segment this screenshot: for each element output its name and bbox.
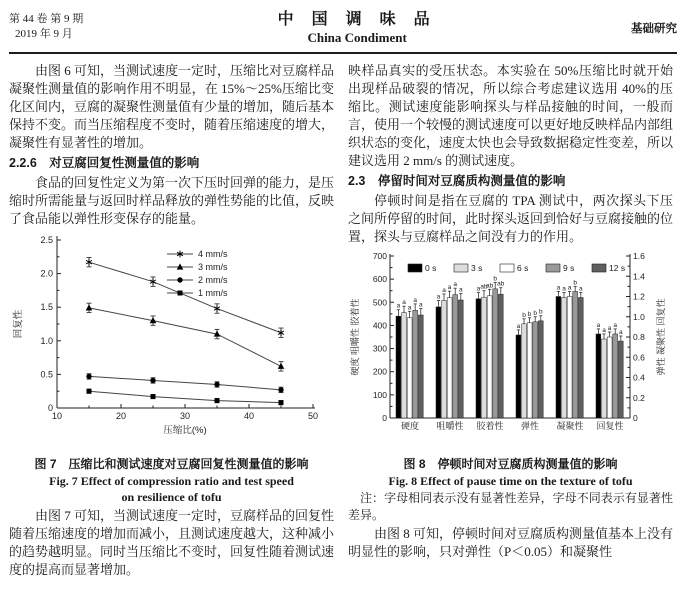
svg-text:a: a [407, 304, 412, 312]
svg-text:b: b [533, 310, 538, 318]
svg-text:a: a [516, 323, 521, 331]
svg-text:0.2: 0.2 [633, 393, 645, 404]
svg-text:a: a [567, 284, 572, 292]
svg-text:ab: ab [485, 282, 494, 290]
svg-text:2.5: 2.5 [40, 235, 53, 246]
svg-text:100: 100 [372, 390, 387, 401]
svg-text:a: a [458, 286, 463, 294]
section-heading-23: 2.3 停留时间对豆腐质构测量值的影响 [348, 174, 566, 189]
svg-text:b: b [522, 312, 526, 320]
svg-text:硬度 咀嚼性 胶着性: 硬度 咀嚼性 胶着性 [350, 298, 360, 376]
svg-text:a: a [602, 327, 606, 335]
svg-text:0.8: 0.8 [633, 332, 645, 343]
svg-text:咀嚼性: 咀嚼性 [436, 421, 464, 432]
figure8-bar-chart [348, 250, 673, 453]
journal-title [83, 6, 631, 46]
svg-text:a: a [476, 285, 481, 293]
svg-text:50: 50 [307, 411, 319, 422]
svg-text:2 mm/s: 2 mm/s [198, 275, 228, 286]
paragraph-fig7-discussion: 由图 7 可知，当测试速度一定时，豆腐样品的回复性随着压缩速度的增加而减小，且测试速度越大，这种减小的趋势越明显。同时当压缩比不变时，回复性随着测试速度的提高而显著增加。 [9, 508, 335, 578]
svg-text:压缩比(%): 压缩比(%) [163, 425, 207, 437]
svg-text:a: a [453, 281, 458, 289]
svg-text:200: 200 [372, 367, 387, 378]
svg-text:1.5: 1.5 [40, 302, 53, 313]
figure8-caption-cn: 图 8 停顿时间对豆腐质构测量值的影响 [403, 457, 618, 472]
svg-text:硬度: 硬度 [400, 421, 420, 432]
svg-text:600: 600 [372, 274, 387, 285]
svg-text:1.6: 1.6 [633, 251, 645, 262]
figure7-line-chart [9, 232, 334, 453]
svg-text:b: b [538, 309, 543, 317]
header-rule [9, 52, 677, 54]
issue-info [9, 6, 83, 42]
svg-text:b: b [493, 275, 498, 283]
svg-text:回复性: 回复性 [13, 310, 24, 339]
svg-text:1.0: 1.0 [40, 336, 53, 347]
figure7-caption-cn: 图 7 压缩比和测试速度对豆腐回复性测量值的影响 [34, 457, 309, 472]
figure7-caption-en1: Fig. 7 Effect of compression ratio and test speed [49, 474, 294, 489]
svg-text:弹性 凝聚性 回复性: 弹性 凝聚性 回复性 [656, 298, 666, 376]
paragraph-fig8-discussion: 由图 8 可知，停顿时间对豆腐质构测量值基本上没有明显性的影响，只对弹性（P＜0.05）和凝聚性 [348, 526, 674, 560]
svg-text:a: a [447, 284, 452, 292]
svg-text:12 s: 12 s [609, 263, 626, 274]
svg-text:1.4: 1.4 [633, 271, 645, 282]
svg-text:ab: ab [497, 281, 505, 289]
svg-text:1 mm/s: 1 mm/s [198, 288, 228, 299]
two-column-body [9, 62, 677, 579]
svg-text:弹性: 弹性 [520, 421, 540, 432]
page-header [9, 6, 677, 50]
svg-text:a: a [562, 285, 566, 293]
svg-text:0: 0 [382, 413, 387, 424]
figure8 [348, 250, 673, 489]
svg-text:20: 20 [115, 411, 127, 422]
svg-text:0.5: 0.5 [40, 369, 53, 380]
svg-text:0: 0 [633, 413, 638, 424]
paragraph-pause-definition: 停顿时间是指在豆腐的 TPA 测试中，两次探头下压之间所停留的时间，此时探头返回到恰好与豆腐接触的位置，探头与豆腐样品之间没有力的作用。 [348, 193, 674, 245]
svg-text:凝聚性: 凝聚性 [556, 421, 584, 432]
svg-text:0: 0 [47, 403, 53, 414]
svg-text:a: a [402, 299, 406, 307]
svg-text:回复性: 回复性 [596, 421, 624, 432]
section-heading-226: 2.2.6 对豆腐回复性测量值的影响 [9, 156, 200, 171]
svg-text:a: a [436, 293, 441, 301]
svg-text:a: a [442, 287, 446, 295]
svg-text:0 s: 0 s [425, 263, 437, 274]
svg-text:2.0: 2.0 [40, 268, 53, 279]
svg-text:0.4: 0.4 [633, 372, 645, 383]
section-label: 基础研究 [631, 23, 677, 35]
svg-text:30: 30 [179, 411, 191, 422]
svg-text:a: a [578, 285, 583, 293]
figure8-note: 注：字母相同表示没有显著性差异，字母不同表示有显著性差异。 [348, 491, 673, 522]
journal-title-en: China Condiment [307, 30, 407, 45]
issue-volume: 第 44 卷 第 9 期 [9, 13, 84, 25]
svg-text:b: b [527, 311, 532, 319]
svg-text:a: a [613, 322, 618, 330]
right-column [348, 62, 673, 579]
svg-text:9 s: 9 s [563, 263, 575, 274]
svg-text:40: 40 [243, 411, 255, 422]
svg-text:a: a [396, 303, 401, 311]
svg-text:1.2: 1.2 [633, 291, 645, 302]
svg-text:400: 400 [372, 320, 387, 331]
svg-text:1.0: 1.0 [633, 312, 645, 323]
journal-title-cn: 中 国 调 味 品 [277, 11, 437, 28]
svg-text:a: a [418, 301, 423, 309]
paragraph-speed-recommendation: 映样品真实的受压状态。本实验在 50%压缩比时就开始出现样品破裂的情况，所以综合考虑建议选用 40%的压缩比。测试速度能影响探头与样品接触的时间，一般而言，使用一个较慢的测试速度可以更好地反映样品内部组织状态的变化，速度太快也会导致数据稳定性变差，所以建议选用 2 mm/s 的测试速度。 [348, 63, 674, 169]
svg-text:6 s: 6 s [517, 263, 529, 274]
svg-text:3 s: 3 s [471, 263, 483, 274]
figure8-caption-en: Fig. 8 Effect of pause time on the texture of tofu [388, 474, 633, 489]
svg-text:b: b [573, 279, 578, 287]
svg-text:4 mm/s: 4 mm/s [198, 249, 228, 260]
svg-text:a: a [556, 284, 561, 292]
svg-text:0.6: 0.6 [633, 352, 645, 363]
figure7-caption-en2: on resilience of tofu [121, 490, 222, 505]
svg-text:a: a [596, 322, 601, 330]
svg-text:700: 700 [372, 251, 387, 262]
paragraph-resilience-definition: 食品的回复性定义为第一次下压时回弹的能力，是压缩时所需能量与返回时样品释放的弹性势能的比值，反映了食品能以弹性形变保存的能量。 [9, 175, 335, 227]
svg-text:a: a [607, 325, 612, 333]
issue-date: 2019 年 9 月 [15, 28, 73, 40]
svg-text:3 mm/s: 3 mm/s [198, 262, 228, 273]
svg-text:ab: ab [480, 284, 488, 292]
left-column [9, 62, 334, 579]
svg-text:a: a [618, 329, 623, 337]
figure7 [9, 232, 334, 505]
svg-text:胶着性: 胶着性 [476, 421, 504, 432]
svg-text:10: 10 [51, 411, 63, 422]
paragraph-fig6-discussion: 由图 6 可知，当测试速度一定时，压缩比对豆腐样品凝聚性测量值的影响作用不明显，在 15%～25%压缩比变化区间内，豆腐的凝聚性测量值有少量的增加，随后基本保持不变。而当压缩程度不变时，随着压缩速度的增大，凝聚性有显著性的增加。 [9, 63, 335, 151]
svg-text:500: 500 [372, 297, 387, 308]
svg-text:a: a [413, 297, 418, 305]
svg-text:300: 300 [372, 343, 387, 354]
